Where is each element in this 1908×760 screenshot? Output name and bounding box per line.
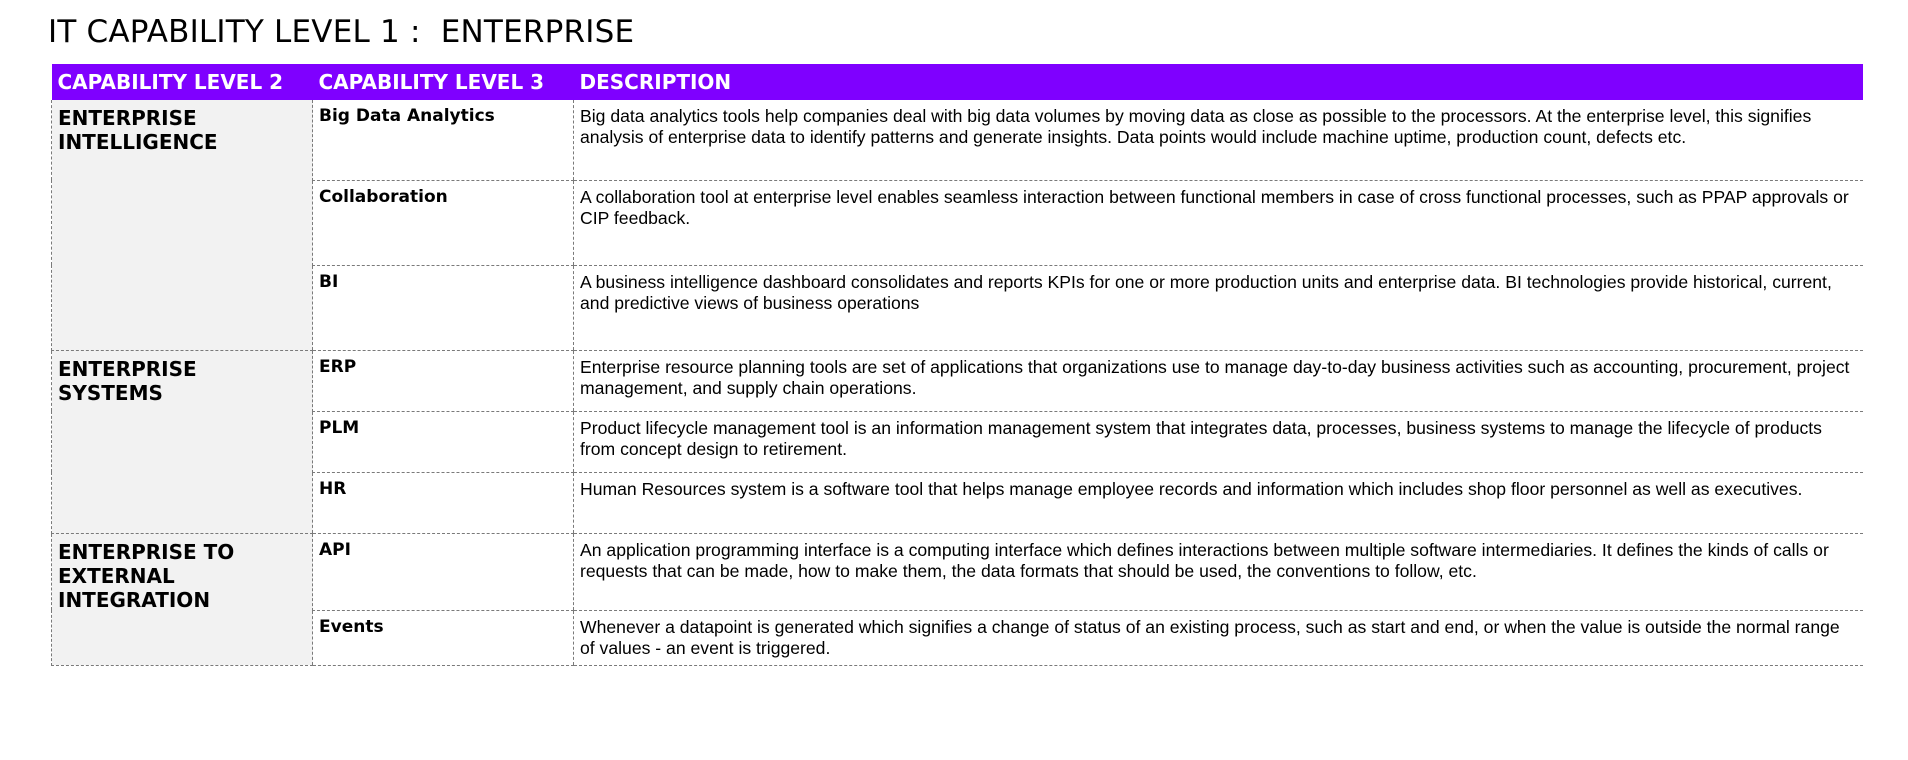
description-cell: A collaboration tool at enterprise level enables seamless interaction between functional members in case of cross functional processes, such as PPAP approvals or CIP feedback.	[574, 180, 1863, 265]
description-cell: Product lifecycle management tool is an information management system that integrates data, processes, business systems to manage the lifecycle of products from concept design to retirement.	[574, 411, 1863, 472]
description-cell: Enterprise resource planning tools are set of applications that organizations use to manage day-to-day business activities such as accounting, procurement, project management, and supply chain operations.	[574, 350, 1863, 411]
description-cell: Big data analytics tools help companies deal with big data volumes by moving data as close as possible to the processors. At the enterprise level, this signifies analysis of enterprise data to identify patterns and generate insights. Data points would include machine uptime, production count, defects etc.	[574, 100, 1863, 180]
table-row	[52, 100, 1863, 180]
page-title: IT CAPABILITY LEVEL 1 : ENTERPRISE	[48, 14, 635, 50]
header-capability-level-2: CAPABILITY LEVEL 2	[52, 64, 313, 100]
header-capability-level-3: CAPABILITY LEVEL 3	[313, 64, 574, 100]
table-row	[52, 610, 1863, 665]
description-cell: Whenever a datapoint is generated which signifies a change of status of an existing process, such as start and end, or when the value is outside the normal range of values - an event is triggered.	[574, 610, 1863, 665]
table-header-row	[52, 64, 1863, 100]
level3-cell: Collaboration	[313, 180, 574, 265]
level3-cell: ERP	[313, 350, 574, 411]
level2-cell: ENTERPRISE TO EXTERNAL INTEGRATION	[52, 533, 313, 665]
level3-cell: HR	[313, 472, 574, 533]
description-cell: A business intelligence dashboard consolidates and reports KPIs for one or more production units and enterprise data. BI technologies provide historical, current, and predictive views of business operations	[574, 265, 1863, 350]
capability-table	[51, 64, 1863, 666]
table-row	[52, 472, 1863, 533]
table-row	[52, 265, 1863, 350]
table-row	[52, 180, 1863, 265]
description-cell: Human Resources system is a software tool that helps manage employee records and information which includes shop floor personnel as well as executives.	[574, 472, 1863, 533]
header-description: DESCRIPTION	[574, 64, 1863, 100]
level3-cell: API	[313, 533, 574, 610]
level3-cell: Events	[313, 610, 574, 665]
level3-cell: Big Data Analytics	[313, 100, 574, 180]
level2-cell: ENTERPRISE SYSTEMS	[52, 350, 313, 533]
description-cell: An application programming interface is a computing interface which defines interactions between multiple software intermediaries. It defines the kinds of calls or requests that can be made, how to make them, the data formats that should be used, the conventions to follow, etc.	[574, 533, 1863, 610]
table-row	[52, 411, 1863, 472]
table-row	[52, 350, 1863, 411]
level3-cell: BI	[313, 265, 574, 350]
level3-cell: PLM	[313, 411, 574, 472]
table-row	[52, 533, 1863, 610]
level2-cell: ENTERPRISE INTELLIGENCE	[52, 100, 313, 350]
